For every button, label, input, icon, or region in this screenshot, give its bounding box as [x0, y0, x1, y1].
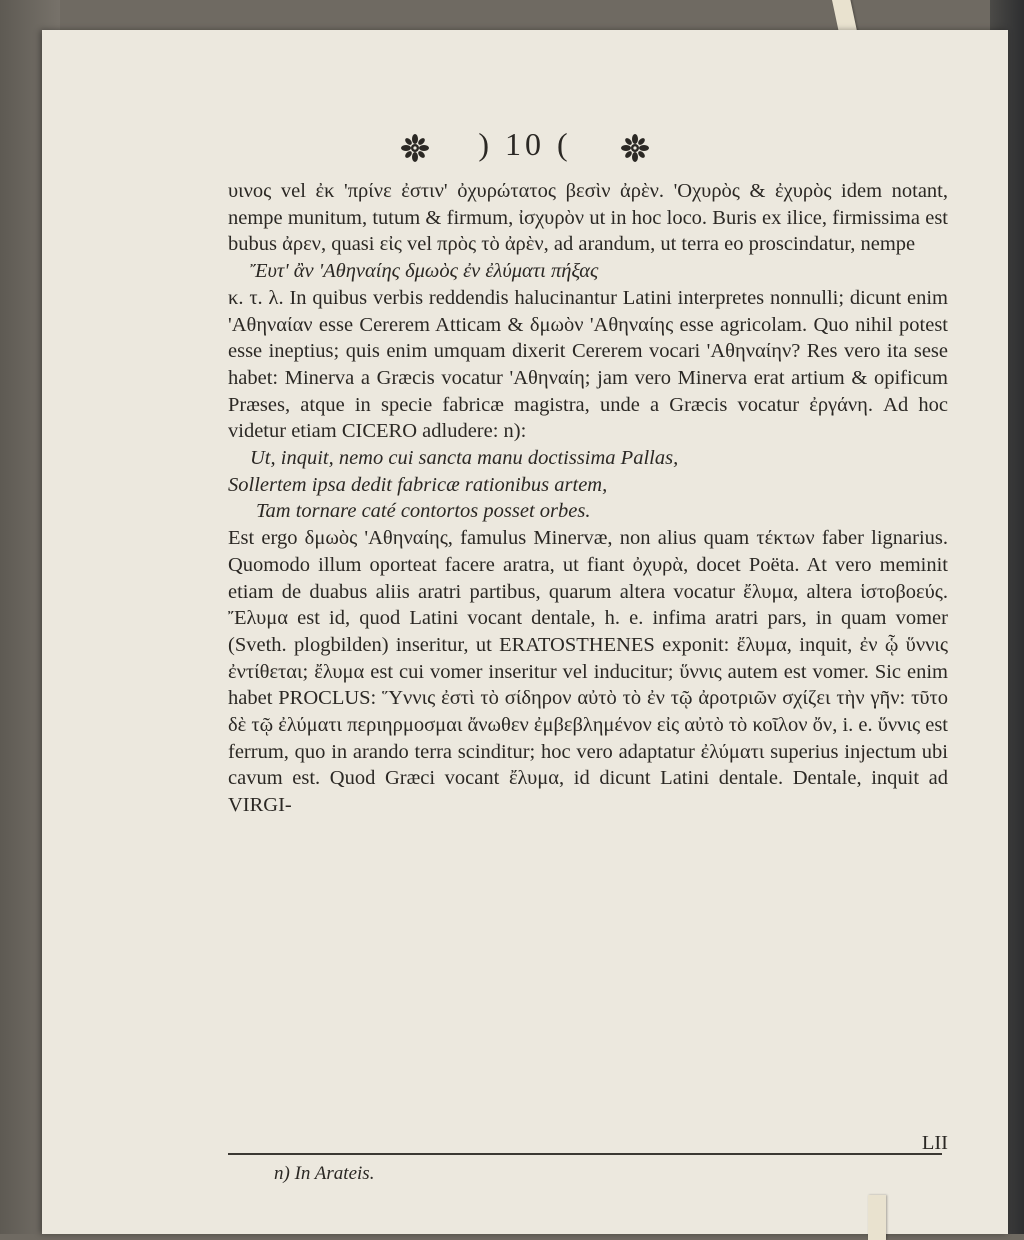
footnote: n) In Arateis. — [274, 1163, 375, 1184]
quoted-verse: Tam tornare caté contortos posset orbes. — [256, 500, 591, 523]
running-head — [42, 126, 1008, 163]
main-text — [228, 178, 948, 819]
paragraph: κ. τ. λ. In quibus verbis reddendis halucinantur Latini interpretes nonnulli; dicunt enim 'Αθηναίαν esse Cererem Atticam & δμωὸν 'Αθηναίης esse agricolam. Quo nihil potest esse ineptius; quis enim umquam dixerit Cererem vocari 'Αθηναίην? Res vero ita sese habet: Minerva a Græcis vocatur 'Αθηναίη; jam vero Minerva erat artium & opificum Præses, atque in specie fabricæ magistra, unde a Græcis vocatur ἐργάνη. Ad hoc videtur etiam CICERO adludere: n): — [228, 286, 948, 443]
paragraph: υινος vel ἐκ 'πρίνε ἐστιν' ὀχυρώτατος βεσὶν ἀρὲν. 'Οχυρὸς & ἐχυρὸς idem notant, nempe munitum, tutum & firmum, ἰσχυρὸν ut in hoc loco. Buris ex ilice, firmissima est bubus ἀρεν, quasi εἰς vel πρὸς τὸ ἀρὲν, ad arandum, ut terra eo proscindatur, nempe — [228, 180, 948, 256]
quoted-verse: Sollertem ipsa dedit fabricæ rationibus artem, — [228, 473, 608, 496]
paragraph: Est ergo δμωὸς 'Αθηναίης, famulus Minervæ, non alius quam τέκτων faber lignarius. Quomodo illum oporteat facere aratra, ut fiant ὀχυρὰ, docet Poëta. At vero meminit etiam de duabus aliis aratri partibus, quarum altera vocatur ἔλυμα, altera ἱστοβοεύς. Ἔλυμα est id, quod Latini vocant dentale, h. e. infima aratri pars, in quam vomer (Sveth. plogbilden) inseritur, ut ERATOSTHENES exponit: ἔλυμα, inquit, ἐν ᾧ ὕννις ἐντίθεται; ἔλυμα est cui vomer inseritur vel inducitur; ὕννις autem est vomer. Sic enim habet PROCLUS: Ὕννις ἐστὶ τὸ σίδηρον αὐτὸ τὸ ἐν τῷ ἀροτριῶν σχίζει τὴν γῆν: τῦτο δὲ τῷ ἐλύματι περιηρμοσμαι ἄνωθεν ἐμβεβλημένον εἰς αὐτὸ τὸ κοῖλον ὄν, i. e. ὕννις est ferrum, quo in arando terra scinditur; hoc vero adaptatur ἐλύματι superius injectum ubi cavum est. Quod Græci vocant ἔλυμα, id dicunt Latini dentale. Dentale, inquit ad VIRGI- — [228, 527, 948, 817]
catchword: LII — [921, 1132, 948, 1154]
book-page — [42, 30, 1008, 1234]
page-number: ) 10 ( — [478, 126, 572, 162]
fleuron-icon — [400, 133, 430, 163]
paper-tab-bottom — [868, 1195, 886, 1240]
quoted-verse: Ut, inquit, nemo cui sancta manu doctissima Pallas, — [250, 447, 679, 470]
quoted-verse: Ἔυτ' ἂν 'Αθηναίης δμωὸς ἐν ἐλύματι πήξας — [250, 260, 599, 283]
fleuron-icon — [620, 133, 650, 163]
footnote-rule — [228, 1153, 942, 1155]
